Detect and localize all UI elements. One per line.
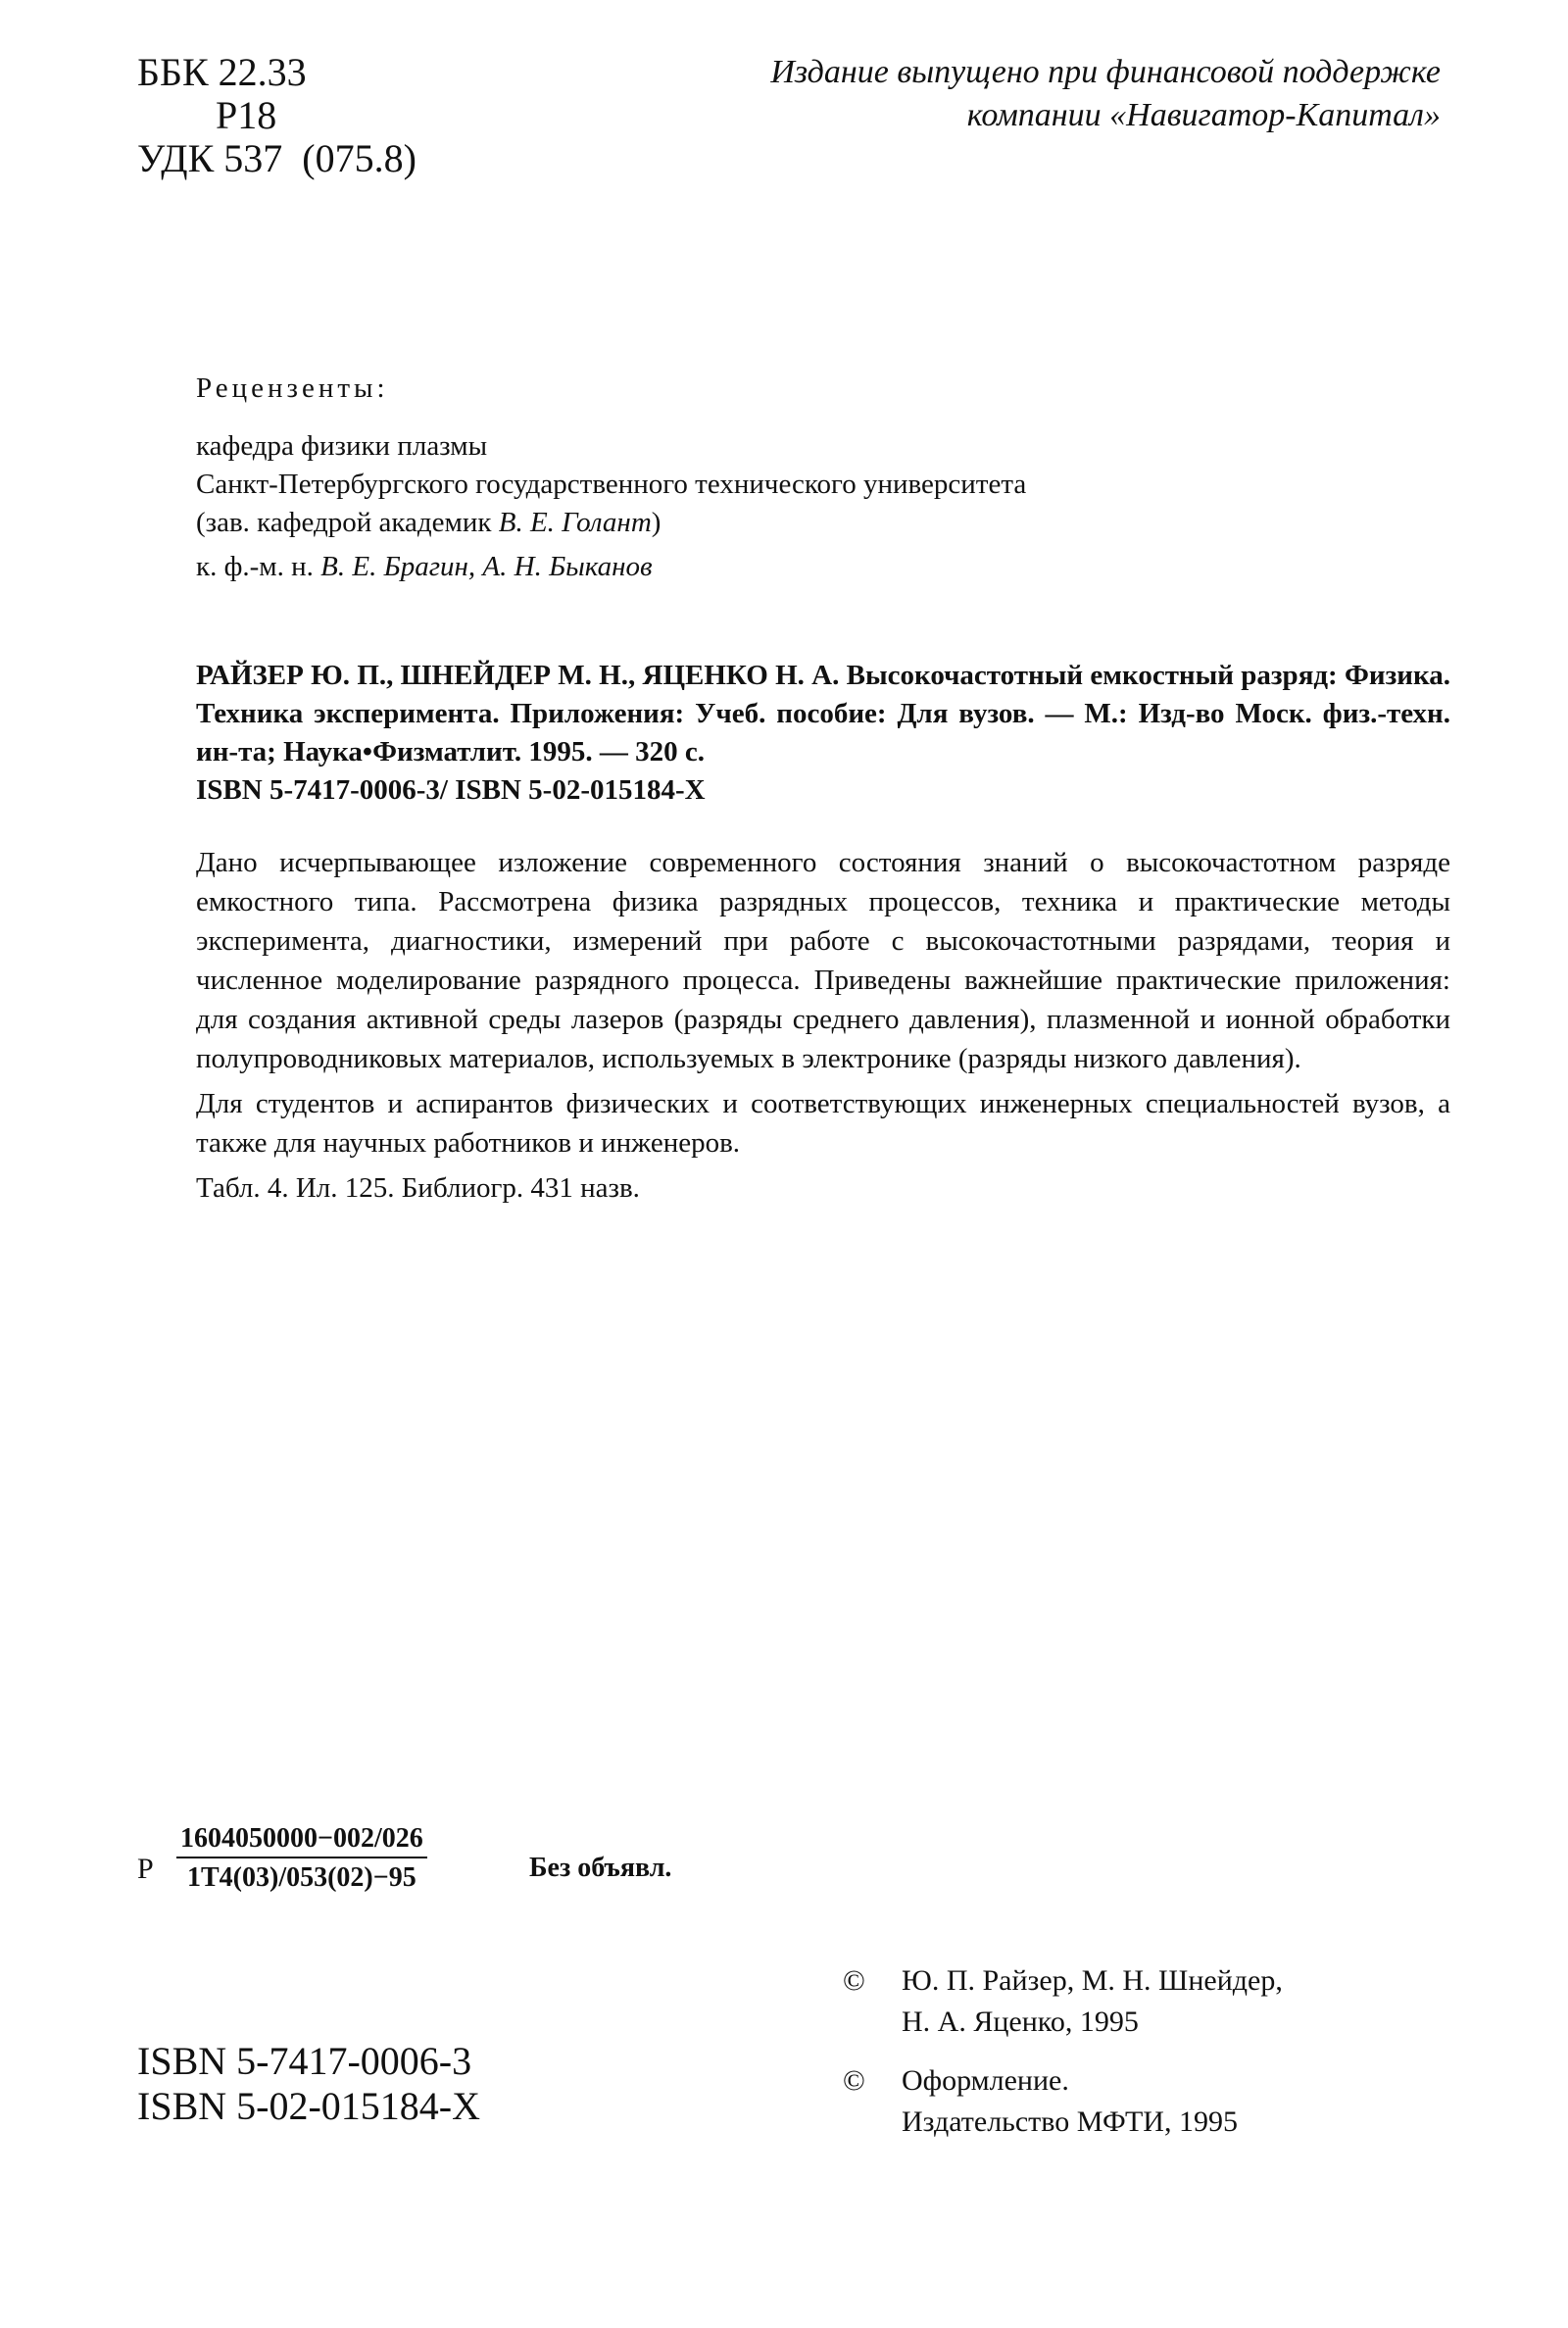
biblio-isbn: ISBN 5-7417-0006-3/ ISBN 5-02-015184-X <box>196 774 706 806</box>
persons-names: В. Е. Брагин, А. Н. Быканов <box>320 551 653 582</box>
reviewer-dept-line-2: Санкт-Петербургского государственного технического университета <box>196 469 1027 500</box>
dept-head-suffix: ) <box>651 507 662 538</box>
isbn-block <box>137 2039 480 2129</box>
annotation-paragraph-1: Дано исчерпывающее изложение современного состояния знаний о высокочастотном разряде емкостного типа. Рассмотрена физика разрядных процессов, техника и практические методы эксперимента, диагностики, измерений при работе с высокочастотными разрядами, теория и численное моделирование разрядного процесса. Приведены важнейшие практические приложения: для создания активной среды лазеров (разряды среднего давления), плазменной и ионной обработки полупроводниковых материалов, используемых в электронике (разряды низкого давления). <box>196 847 1450 1074</box>
pubcode-letter: Р <box>137 1853 154 1885</box>
pubcode-denominator: 1Т4(03)/053(02)−95 <box>187 1862 416 1893</box>
isbn-line-1: ISBN 5-7417-0006-3 <box>137 2039 472 2083</box>
persons-degree: к. ф.-м. н. <box>196 551 321 582</box>
copyright-authors-line-2: Н. А. Яценко, 1995 <box>902 2006 1139 2038</box>
copyright-design <box>843 2060 1283 2143</box>
author-mark: Р18 <box>216 93 277 137</box>
annotation-paragraph-2: Для студентов и аспирантов физических и соответствующих инженерных специальностей вузов, а также для научных работников и инженеров. <box>196 1088 1450 1159</box>
dept-head-prefix: (зав. кафедрой академик <box>196 507 499 538</box>
pubcode-label: Без объявл. <box>529 1853 672 1883</box>
classification-codes <box>137 51 416 180</box>
copyright-design-line-2: Издательство МФТИ, 1995 <box>902 2105 1238 2138</box>
copyright-symbol: © <box>843 1964 865 1997</box>
sponsor-line-1: Издание выпущено при финансовой поддержке <box>770 54 1441 90</box>
biblio-text: РАЙЗЕР Ю. П., ШНЕЙДЕР М. Н., ЯЦЕНКО Н. А. Высокочастотный емкостный разряд: Физика. Техника эксперимента. Приложения: Учеб. пособие: Для вузов. — М.: Изд-во Моск. физ.-техн. ин-та; Наука•Физматлит. 1995. — 320 с. <box>196 660 1450 768</box>
dept-head-name: В. Е. Голант <box>498 507 652 538</box>
reviewers-heading: Рецензенты: <box>196 372 389 404</box>
copyright-authors-line-1: Ю. П. Райзер, М. Н. Шнейдер, <box>902 1964 1283 1997</box>
isbn-line-2: ISBN 5-02-015184-X <box>137 2084 480 2128</box>
copyright-block <box>843 1960 1283 2160</box>
bbk-code: ББК 22.33 <box>137 50 307 94</box>
reviewer-dept-line-1: кафедра физики плазмы <box>196 430 488 462</box>
copyright-authors <box>843 1960 1283 2043</box>
udk-code: УДК 537 (075.8) <box>137 136 416 180</box>
copyright-design-line-1: Оформление. <box>902 2064 1069 2097</box>
sponsor-line-2: компании «Навигатор-Капитал» <box>966 97 1441 133</box>
bibliographic-record <box>196 657 1450 810</box>
sponsor-note <box>770 51 1441 137</box>
pubcode-fraction <box>176 1823 427 1894</box>
annotation <box>196 843 1450 1214</box>
copyright-symbol: © <box>843 2064 865 2097</box>
pubcode-numerator: 1604050000−002/026 <box>176 1823 427 1858</box>
annotation-paragraph-3: Табл. 4. Ил. 125. Библиогр. 431 назв. <box>196 1172 640 1204</box>
reviewers-list <box>196 427 1026 586</box>
reviewer-dept-line-3 <box>196 504 1026 542</box>
reviewer-persons <box>196 548 1026 586</box>
